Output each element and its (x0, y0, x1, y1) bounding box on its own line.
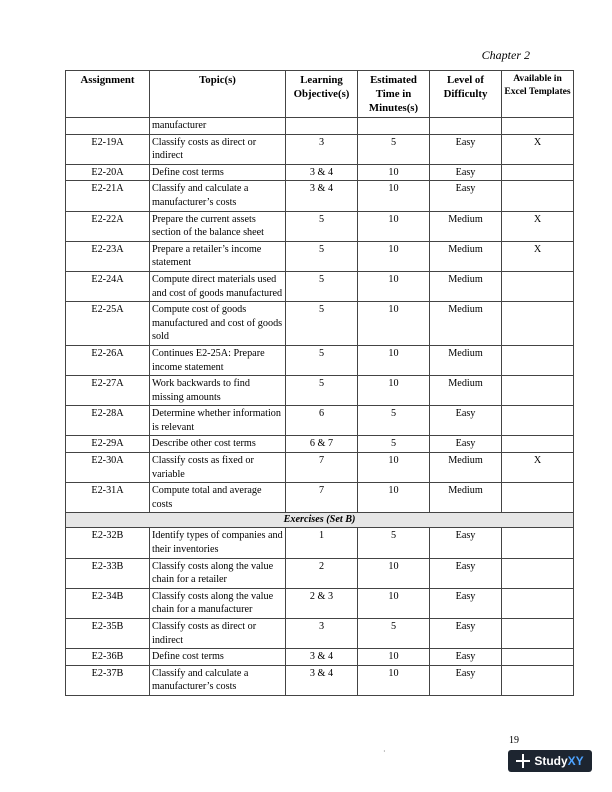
cell-excel-template (502, 619, 574, 649)
cell-learning-objective: 7 (286, 483, 358, 513)
cell-estimated-time: 10 (358, 588, 430, 618)
cell-excel-template (502, 588, 574, 618)
cell-assignment: E2-26A (66, 345, 150, 375)
cell-topic: Classify costs as fixed or variable (150, 453, 286, 483)
cell-excel-template (502, 483, 574, 513)
cell-difficulty: Easy (430, 649, 502, 666)
cell-learning-objective: 5 (286, 211, 358, 241)
cell-difficulty: Easy (430, 588, 502, 618)
page-number: 19 (509, 735, 519, 746)
cell-assignment: E2-27A (66, 376, 150, 406)
cell-assignment: E2-28A (66, 406, 150, 436)
cell-assignment: E2-35B (66, 619, 150, 649)
cell-assignment: E2-21A (66, 181, 150, 211)
cell-topic: manufacturer (150, 118, 286, 135)
cell-difficulty (430, 118, 502, 135)
table-row (66, 211, 574, 241)
cell-difficulty: Medium (430, 453, 502, 483)
cell-estimated-time: 5 (358, 619, 430, 649)
cell-learning-objective: 6 (286, 406, 358, 436)
cell-topic: Determine whether information is relevant (150, 406, 286, 436)
section-row (66, 513, 574, 528)
cell-learning-objective: 7 (286, 453, 358, 483)
cell-estimated-time: 10 (358, 558, 430, 588)
cell-estimated-time: 10 (358, 302, 430, 346)
cell-topic: Prepare the current assets section of the balance sheet (150, 211, 286, 241)
cell-difficulty: Medium (430, 241, 502, 271)
table-row (66, 649, 574, 666)
cell-estimated-time: 10 (358, 483, 430, 513)
cell-estimated-time: 10 (358, 649, 430, 666)
cell-excel-template (502, 528, 574, 558)
col-difficulty: Level of Difficulty (430, 71, 502, 118)
cell-learning-objective: 3 & 4 (286, 665, 358, 695)
cell-difficulty: Easy (430, 558, 502, 588)
cell-difficulty: Medium (430, 271, 502, 301)
cell-excel-template (502, 376, 574, 406)
table-row (66, 164, 574, 181)
cell-assignment: E2-24A (66, 271, 150, 301)
cell-topic: Define cost terms (150, 164, 286, 181)
cell-topic: Classify costs along the value chain for a retailer (150, 558, 286, 588)
table-row (66, 436, 574, 453)
cell-estimated-time: 10 (358, 211, 430, 241)
table-row (66, 271, 574, 301)
center-mark: · (383, 747, 386, 756)
cell-difficulty: Medium (430, 345, 502, 375)
cell-excel-template (502, 118, 574, 135)
cell-assignment: E2-33B (66, 558, 150, 588)
cell-estimated-time: 10 (358, 453, 430, 483)
cell-assignment: E2-23A (66, 241, 150, 271)
cell-excel-template (502, 436, 574, 453)
cell-excel-template: X (502, 241, 574, 271)
cell-topic: Work backwards to find missing amounts (150, 376, 286, 406)
table-row (66, 406, 574, 436)
cell-estimated-time: 5 (358, 528, 430, 558)
cell-topic: Compute total and average costs (150, 483, 286, 513)
cell-topic: Continues E2-25A: Prepare income statement (150, 345, 286, 375)
cell-learning-objective: 5 (286, 302, 358, 346)
header-row (66, 71, 574, 118)
table-row (66, 558, 574, 588)
cell-learning-objective: 3 (286, 619, 358, 649)
cell-estimated-time: 10 (358, 376, 430, 406)
cell-learning-objective: 3 & 4 (286, 649, 358, 666)
cell-excel-template (502, 271, 574, 301)
cell-assignment: E2-29A (66, 436, 150, 453)
studyxy-logo (508, 750, 592, 772)
col-assignment: Assignment (66, 71, 150, 118)
cell-excel-template: X (502, 134, 574, 164)
cell-topic: Classify and calculate a manufacturer’s costs (150, 665, 286, 695)
cell-excel-template: X (502, 453, 574, 483)
cell-excel-template (502, 181, 574, 211)
cell-topic: Prepare a retailer’s income statement (150, 241, 286, 271)
cell-estimated-time: 5 (358, 406, 430, 436)
cell-excel-template (502, 558, 574, 588)
chapter-header: Chapter 2 (481, 48, 530, 62)
cell-learning-objective: 3 (286, 134, 358, 164)
section-title: Exercises (Set B) (66, 513, 574, 528)
cell-learning-objective (286, 118, 358, 135)
cell-difficulty: Easy (430, 164, 502, 181)
cell-learning-objective: 3 & 4 (286, 164, 358, 181)
cell-topic: Classify costs as direct or indirect (150, 134, 286, 164)
cell-topic: Describe other cost terms (150, 436, 286, 453)
cell-estimated-time: 10 (358, 345, 430, 375)
cell-excel-template (502, 345, 574, 375)
cell-estimated-time: 10 (358, 164, 430, 181)
cell-assignment: E2-20A (66, 164, 150, 181)
cell-excel-template: X (502, 211, 574, 241)
table-row (66, 619, 574, 649)
col-estimated-time: Estimated Time in Minutes(s) (358, 71, 430, 118)
cell-difficulty: Easy (430, 406, 502, 436)
cell-topic: Compute cost of goods manufactured and cost of goods sold (150, 302, 286, 346)
col-learning-objectives: Learning Objective(s) (286, 71, 358, 118)
cell-learning-objective: 1 (286, 528, 358, 558)
cell-topic: Classify costs as direct or indirect (150, 619, 286, 649)
table-row (66, 345, 574, 375)
table-row (66, 302, 574, 346)
cell-difficulty: Medium (430, 211, 502, 241)
cell-estimated-time: 10 (358, 271, 430, 301)
cell-learning-objective: 6 & 7 (286, 436, 358, 453)
cell-learning-objective: 2 & 3 (286, 588, 358, 618)
cell-learning-objective: 5 (286, 241, 358, 271)
table-row (66, 665, 574, 695)
cell-assignment: E2-22A (66, 211, 150, 241)
cell-learning-objective: 5 (286, 271, 358, 301)
cell-difficulty: Easy (430, 134, 502, 164)
cell-difficulty: Easy (430, 619, 502, 649)
cell-difficulty: Easy (430, 436, 502, 453)
cell-assignment: E2-32B (66, 528, 150, 558)
cell-difficulty: Easy (430, 665, 502, 695)
table-row (66, 134, 574, 164)
cell-topic: Classify and calculate a manufacturer’s costs (150, 181, 286, 211)
cell-assignment (66, 118, 150, 135)
cell-learning-objective: 5 (286, 376, 358, 406)
table-row (66, 588, 574, 618)
cell-difficulty: Medium (430, 302, 502, 346)
table-row (66, 376, 574, 406)
assignment-table (65, 70, 574, 696)
table-row (66, 453, 574, 483)
cell-difficulty: Medium (430, 483, 502, 513)
cell-excel-template (502, 164, 574, 181)
cell-estimated-time: 10 (358, 241, 430, 271)
cell-difficulty: Easy (430, 528, 502, 558)
plus-icon (516, 754, 530, 768)
logo-text: StudyXY (534, 754, 584, 768)
table-row (66, 118, 574, 135)
cell-topic: Identify types of companies and their inventories (150, 528, 286, 558)
cell-assignment: E2-37B (66, 665, 150, 695)
cell-difficulty: Easy (430, 181, 502, 211)
cell-topic: Compute direct materials used and cost of goods manufactured (150, 271, 286, 301)
cell-estimated-time: 5 (358, 436, 430, 453)
cell-assignment: E2-30A (66, 453, 150, 483)
cell-excel-template (502, 649, 574, 666)
cell-learning-objective: 5 (286, 345, 358, 375)
table-row (66, 181, 574, 211)
cell-difficulty: Medium (430, 376, 502, 406)
cell-assignment: E2-31A (66, 483, 150, 513)
table-row (66, 483, 574, 513)
cell-estimated-time: 10 (358, 665, 430, 695)
cell-topic: Classify costs along the value chain for a manufacturer (150, 588, 286, 618)
cell-assignment: E2-36B (66, 649, 150, 666)
cell-assignment: E2-25A (66, 302, 150, 346)
cell-estimated-time: 10 (358, 181, 430, 211)
cell-excel-template (502, 665, 574, 695)
table-row (66, 241, 574, 271)
cell-excel-template (502, 302, 574, 346)
table-row (66, 528, 574, 558)
col-excel-templates: Available in Excel Templates (502, 71, 574, 118)
col-topics: Topic(s) (150, 71, 286, 118)
cell-estimated-time (358, 118, 430, 135)
cell-topic: Define cost terms (150, 649, 286, 666)
cell-assignment: E2-34B (66, 588, 150, 618)
cell-learning-objective: 2 (286, 558, 358, 588)
cell-assignment: E2-19A (66, 134, 150, 164)
cell-excel-template (502, 406, 574, 436)
cell-learning-objective: 3 & 4 (286, 181, 358, 211)
cell-estimated-time: 5 (358, 134, 430, 164)
